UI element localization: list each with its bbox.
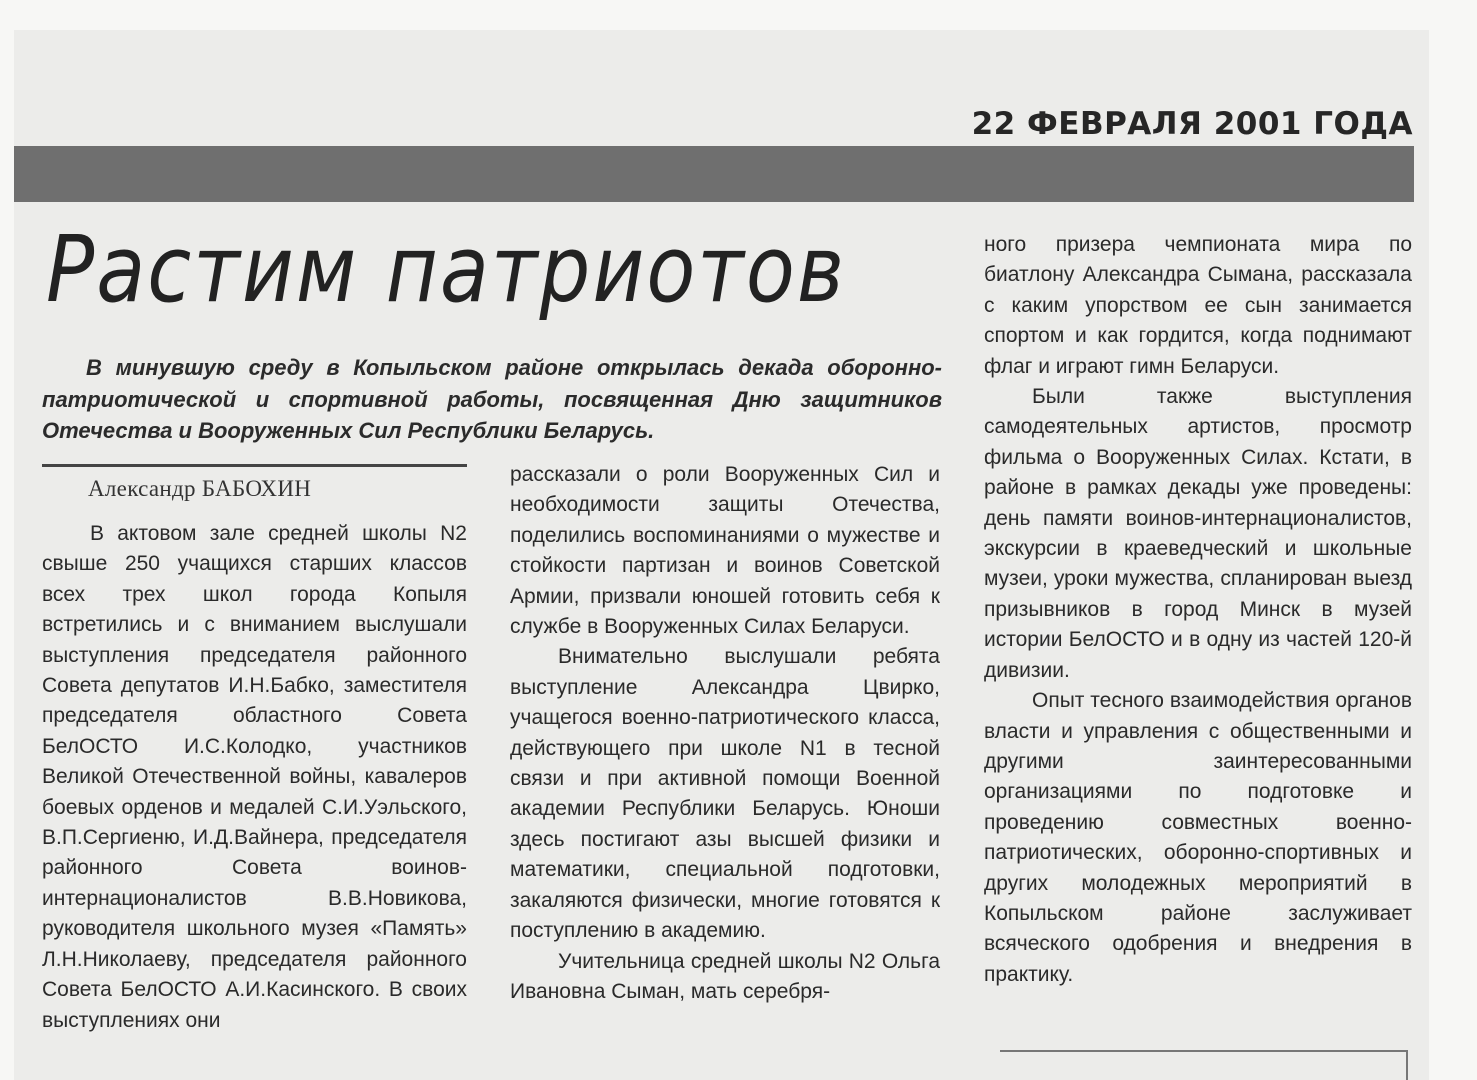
torn-left-edge xyxy=(0,0,14,1080)
bottom-rule xyxy=(1000,1050,1408,1052)
paragraph: Опыт тесного взаимодействия органов власти и управления с общественными и другими заинтересованными организациями по подготовке и проведению совместных военно-патриотических, оборонно-спортивных и других молодежных мероприятий в Копыльском районе заслуживает всяческого одобрения и внедрения в практику. xyxy=(984,689,1412,986)
paragraph: Внимательно выслушали ребята выступление Александра Цвирко, учащегося военно-патриотического класса, действующего при школе N1 в тесной связи и при активной помощи Военной академии Республики Беларусь. Юноши здесь постигают азы высшей физики и математики, специальной подготовки, закаляются физически, многие готовятся к поступлению в академию. xyxy=(510,645,940,943)
column-2 xyxy=(510,460,940,1007)
column-1 xyxy=(42,519,467,1036)
paragraph: Были также выступления самодеятельных артистов, просмотр фильма о Вооруженных Силах. Кстати, в районе в рамках декады уже проведены: день памяти воинов-интернационалистов, экскурсии в краеведческий и школьные музеи, уроки мужества, спланирован выезд призывников в город Минск в музей истории БелОСТО и в одну из частей 120-й дивизии. xyxy=(984,385,1412,682)
paragraph: ного призера чемпионата мира по биатлону Александра Сымана, рассказала с каким упорством ее сын занимается спортом и как гордится, когда поднимают флаг и играют гимн Беларуси. xyxy=(984,233,1412,378)
article-lead: В минувшую среду в Копыльском районе открылась декада оборонно-патриотической и спортивной работы, посвященная Дню защитников Отечества и Вооруженных Сил Республики Беларусь. xyxy=(42,355,942,443)
article-title: Растим патриотов xyxy=(46,216,846,323)
paragraph: Учительница средней школы N2 Ольга Ивановна Сыман, мать серебря- xyxy=(510,949,940,1003)
byline-rule xyxy=(42,464,467,467)
torn-top-edge xyxy=(0,0,1477,30)
torn-right-edge xyxy=(1429,0,1477,1080)
paragraph: рассказали о роли Вооруженных Сил и необходимости защиты Отечества, поделились воспоминаниями о мужестве и стойкости партизан и воинов Советской Армии, призвали юношей готовить себя к службе в Вооруженных Силах Беларуси. xyxy=(510,463,940,639)
column-3 xyxy=(984,230,1412,990)
header-band xyxy=(14,146,1414,202)
paragraph: В актовом зале средней школы N2 свыше 250 учащихся старших классов всех трех школ города Копыля встретились и с вниманием выслушали выступления председателя районного Совета депутатов И.Н.Бабко, заместителя председателя областного Совета БелОСТО И.С.Колодко, участников Великой Отечественной войны, кавалеров боевых орденов и медалей С.И.Уэльского, В.П.Сергиеню, И.Д.Вайнера, председателя районного Совета воинов-интернационалистов В.В.Новикова, руководителя школьного музея «Память» Л.Н.Николаеву, председателя районного Совета БелОСТО А.И.Касинского. В своих выступлениях они xyxy=(42,522,467,1032)
issue-date: 22 ФЕВРАЛЯ 2001 ГОДА xyxy=(971,106,1413,142)
bottom-rule-tick xyxy=(1406,1052,1408,1080)
byline: Александр БАБОХИН xyxy=(88,476,312,501)
